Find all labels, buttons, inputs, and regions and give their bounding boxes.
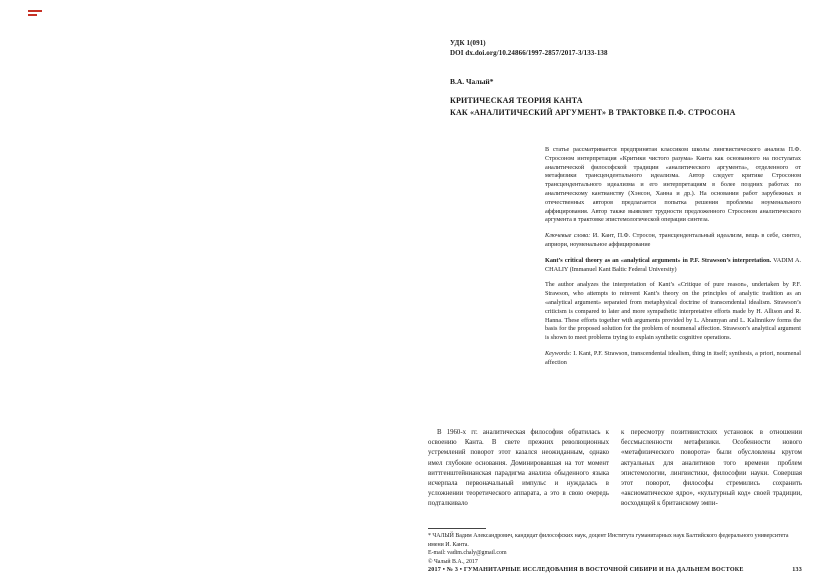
footnote-email: E-mail: vadim.chaly@gmail.com: [428, 550, 507, 557]
footnote-copyright: © Чалый В.А., 2017: [428, 558, 478, 565]
footer-page-number: 133: [792, 567, 802, 573]
stamp-bar: [28, 10, 42, 12]
page-footer: [428, 567, 802, 573]
keywords-ru-label: Ключевые слова:: [545, 232, 591, 240]
keywords-en-label: Keywords:: [545, 349, 572, 357]
article-content: [428, 0, 802, 580]
footnote-text: * ЧАЛЫЙ Вадим Александрович, кандидат философских наук, доцент Института гуманитарных наук Балтийского федерального университета имени И. Канта.: [428, 533, 789, 548]
article-title: [450, 95, 800, 119]
abstract-en: The author analyzes the interpretation of Kant’s «Critique of pure reason», undertaken by P.F. Strawson, who attempts to reinvent Kant’s theory on the principles of analytic tradition as an «analytical argument» separated from metaphysical doctrine of transcendental idealism. Strawson’s criticism is compared to later and more sympathetic interpretative efforts made by H. Allison and R. Hanna. These efforts together with arguments provided by L. Abramyan and L. Kalinnikov forms the basis for the proposed solution for the problem of noumenal affection. Strawson’s analytical argument is shown to meet problems trying to explain synthetic cognitive operations.: [545, 281, 801, 342]
doi-line: DOI dx.doi.org/10.24866/1997-2857/2017-3/133-138: [450, 49, 608, 58]
body-columns: [428, 428, 802, 510]
abstract-ru: В статье рассматривается предпринятая классиком школы лингвистического анализа П.Ф. Стросоном интерпретация «Критики чистого разума» Канта как основанного на постулатах аналитической философской традиции «аналитического аргумента», отделенного от метафизики трансцендентального идеализма. Автор следует критике Стросоном трансцендентального идеализма и его интерпретациям в более поздних работах по аналитическому кантианству (Хэнсон, Ханна и др.). На основании работ зарубежных и отечественных авторов предлагается попытка решения проблемы ноуменального аффицирования. Автор также выявляет трудности предложенного Стросоном аналитического аргумента в трактовке эпистемологической операции синтеза.: [545, 146, 801, 224]
footnote-separator: [428, 528, 486, 529]
footnote-block: [428, 528, 802, 566]
body-column-right: к пересмотру позитивистских установок в отношении бессмысленности метафизики. Особенности нового «метафизического поворота» были обусловлены кругом актуальных для аналитиков того времени проблем эпистемологии, лингвистики, философии науки. Совершая этот поворот, философы стремились сохранить «аксиоматическое ядро», «культурный код» своей традиции, восходящей к британскому эмпи-: [621, 429, 802, 508]
footer-journal-line: 2017 • № 3 • ГУМАНИТАРНЫЕ ИССЛЕДОВАНИЯ В ВОСТОЧНОЙ СИБИРИ И НА ДАЛЬНЕМ ВОСТОКЕ: [428, 567, 744, 573]
article-title-line2: КАК «АНАЛИТИЧЕСКИЙ АРГУМЕНТ» В ТРАКТОВКЕ П.Ф. СТРОСОНА: [450, 108, 736, 118]
keywords-ru-list: И. Кант, П.Ф. Стросон, трансцендентальный идеализм, вещь в себе, синтез, априори, ноуменальное аффицирование: [545, 232, 801, 248]
article-head: [450, 38, 800, 119]
abstract-en-author: VADIM A. CHALIY (Immanuel Kant Baltic Federal University): [545, 256, 801, 273]
keywords-en-list: I. Kant, P.F. Strawson, transcendental idealism, thing in itself; synthesis, a priori, noumenal affection: [545, 349, 801, 366]
author-name: В.А. Чалый*: [450, 77, 494, 87]
keywords-ru: [545, 232, 801, 250]
body-column-left: В 1960-х гг. аналитическая философия обратилась к освоению Канта. В свете прежних революционных устремлений поворот этот казался неожиданным, однако имел глубокие основания. Доминировавшая на тот момент виттгенштейнианская парадигма анализа обыденного языка исчерпала первоначальный импульс и нуждалась в усложнении теоретического аппарата, а это в свою очередь подталкивало: [428, 429, 609, 508]
abstract-en-title: Kant’s critical theory as an «analytical argument» in P.F. Strawson’s interpretation.: [545, 256, 772, 264]
article-title-line1: КРИТИЧЕСКАЯ ТЕОРИЯ КАНТА: [450, 96, 583, 106]
stamp-bar: [28, 14, 37, 16]
keywords-en: [545, 350, 801, 368]
udk-code: УДК 1(091): [450, 39, 486, 47]
abstract-en-heading: [545, 257, 801, 275]
annotation-block: [545, 146, 801, 375]
red-corner-stamp-icon: [28, 10, 42, 19]
